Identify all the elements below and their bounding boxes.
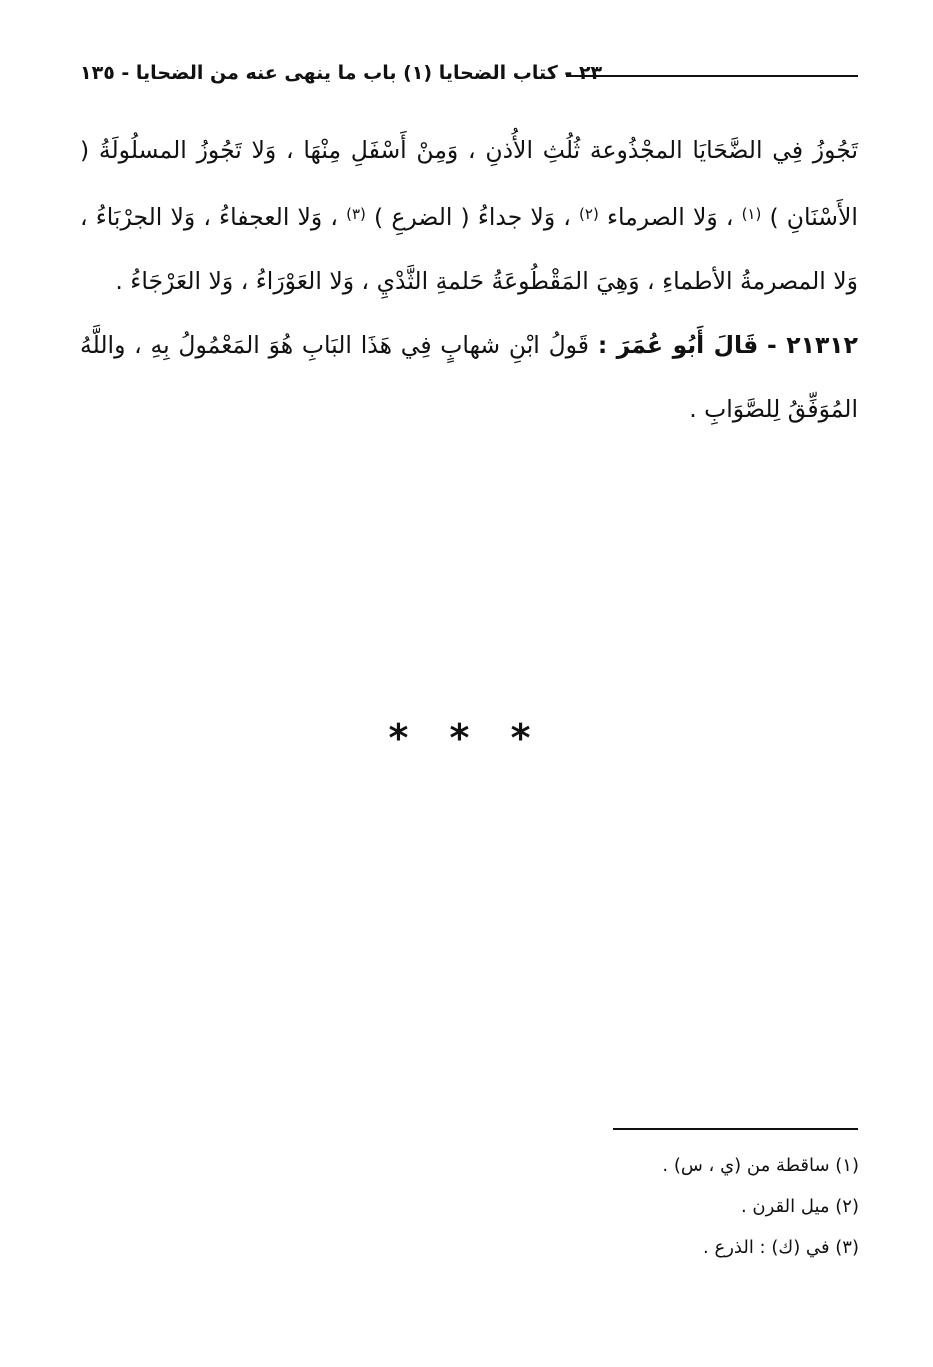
header-rule <box>566 75 858 77</box>
paragraph-number: ٢١٣١٢ - <box>767 331 858 359</box>
footnote-ref-2: (٢) <box>579 205 599 223</box>
main-text <box>80 118 858 441</box>
footnote-2: (٢) ميل القرن . <box>740 1196 859 1217</box>
paragraph-1-text-c: ، وَلا جداءُ ( الضرعِ ) <box>374 203 571 231</box>
paragraph-2 <box>80 313 858 441</box>
footnote-rule <box>613 1128 858 1130</box>
running-head-title: ٢٣ - كتاب الضحايا (١) باب ما ينهى عنه من الضحايا - ١٣٥ <box>80 62 603 84</box>
footnote-ref-3: (٣) <box>346 205 366 223</box>
paragraph-1-text-a: تَجُوزُ فِي الضَّحَايَا المجْذُوعة ثُلُثِ الأُذنِ ، وَمِنْ أَسْفَلِ مِنْهَا ، وَلا تَجُوزُ المسلُولَةُ ( الأَسْنَانِ ) <box>80 136 858 231</box>
section-separator: * * * <box>388 716 545 760</box>
footnote-ref-1: (١) <box>741 205 762 223</box>
footnotes <box>459 1145 859 1268</box>
paragraph-2-text: قَولُ ابْنِ شهابٍ فِي هَذَا البَابِ هُوَ المَعْمُولُ بِهِ ، واللَّهُ المُوَفِّقُ لِلصَّوَابِ . <box>80 331 858 423</box>
footnote-1: (١) ساقطة من (ي ، س) . <box>662 1155 859 1176</box>
paragraph-1 <box>80 118 858 313</box>
paragraph-1-text-d: ، وَلا العجفاءُ ، وَلا الجرْبَاءُ ، وَلا المصرمةُ الأطماءِ ، وَهِيَ المَقْطُوعَةُ حَلمةِ الثَّدْيِ ، وَلا العَوْرَاءُ ، وَلا العَرْجَاءُ . <box>80 203 858 295</box>
speaker-attribution: قَالَ أَبُو عُمَرَ : <box>597 331 759 359</box>
paragraph-1-text-b: ، وَلا الصرماء <box>606 203 734 231</box>
running-head <box>80 62 858 90</box>
footnote-3: (٣) في (ك) : الذرع . <box>703 1237 859 1258</box>
